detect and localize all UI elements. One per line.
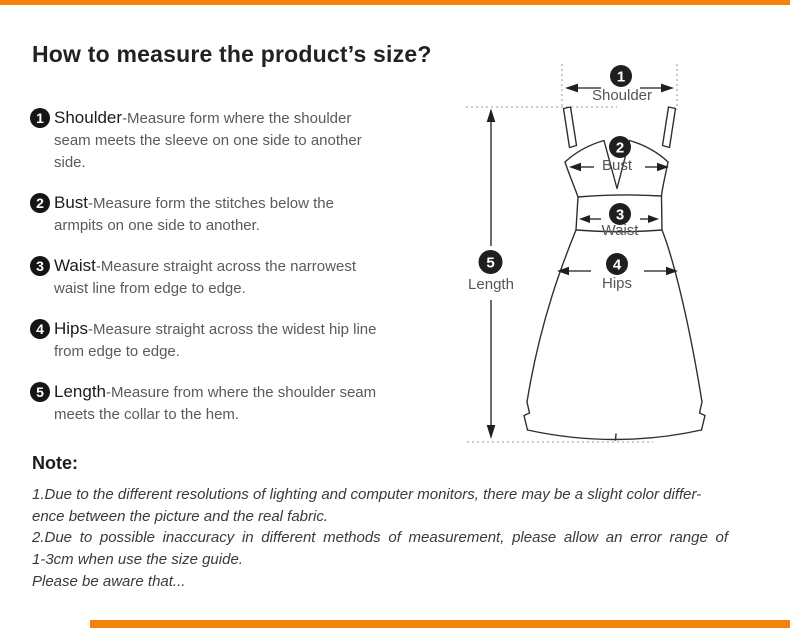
diagram-label-hips: Hips <box>601 275 633 292</box>
number-badge: 1 <box>30 108 50 128</box>
svg-text:5: 5 <box>486 254 495 272</box>
measurement-term: Waist <box>54 256 96 275</box>
dress-measurement-diagram <box>455 55 790 455</box>
svg-text:3: 3 <box>615 206 625 224</box>
number-badge: 2 <box>30 193 50 213</box>
svg-text:2: 2 <box>615 139 625 157</box>
diagram-label-length: Length <box>468 276 514 293</box>
list-item-hips <box>30 318 430 363</box>
measurement-term: Hips <box>54 319 89 338</box>
svg-text:1: 1 <box>616 68 626 86</box>
note-section <box>32 453 772 593</box>
diagram-badge-2 <box>609 136 631 158</box>
list-item-shoulder <box>30 107 430 174</box>
measurement-list <box>30 107 430 444</box>
measurement-desc: -Measure form the stitches below the armpits on one side to another. <box>54 195 334 234</box>
note-line: ence between the picture and the real fabric. <box>32 507 329 525</box>
list-item-length <box>30 381 430 426</box>
note-line: 2.Due to possible inaccuracy in different methods of measurement, please allow an error range of <box>32 529 729 547</box>
measurement-desc: -Measure from where the shoulder seam meets the collar to the hem. <box>54 384 377 423</box>
measurement-desc: -Measure straight across the narrowest waist line from edge to edge. <box>54 258 356 297</box>
list-item-waist <box>30 255 430 300</box>
diagram-badge-4 <box>606 253 628 275</box>
svg-text:4: 4 <box>612 256 622 274</box>
number-badge: 3 <box>30 256 50 276</box>
measurement-term: Bust <box>54 193 89 212</box>
top-accent-bar <box>0 0 790 5</box>
page-title: How to measure the product’s size? <box>32 41 432 67</box>
diagram-label-shoulder: Shoulder <box>591 87 653 104</box>
note-line: 1.Due to the different resolutions of lighting and computer monitors, there may be a slight color differ- <box>32 486 702 503</box>
note-line: Please be aware that... <box>32 572 186 590</box>
measurement-term: Shoulder <box>54 108 123 127</box>
bottom-accent-bar <box>90 620 790 628</box>
measurement-desc: -Measure form where the shoulder seam meets the sleeve on one side to another side. <box>54 110 362 171</box>
measurement-desc: -Measure straight across the widest hip line from edge to edge. <box>54 321 377 360</box>
diagram-label-bust: Bust <box>601 157 633 174</box>
note-line: 1-3cm when use the size guide. <box>32 551 243 569</box>
diagram-label-waist: Waist <box>601 222 639 239</box>
measurement-term: Length <box>54 382 106 401</box>
note-heading: Note: <box>32 453 78 473</box>
number-badge: 4 <box>30 319 50 339</box>
number-badge: 5 <box>30 382 50 402</box>
diagram-badge-1 <box>610 65 632 87</box>
list-item-bust <box>30 192 430 237</box>
diagram-badge-5 <box>479 250 503 274</box>
